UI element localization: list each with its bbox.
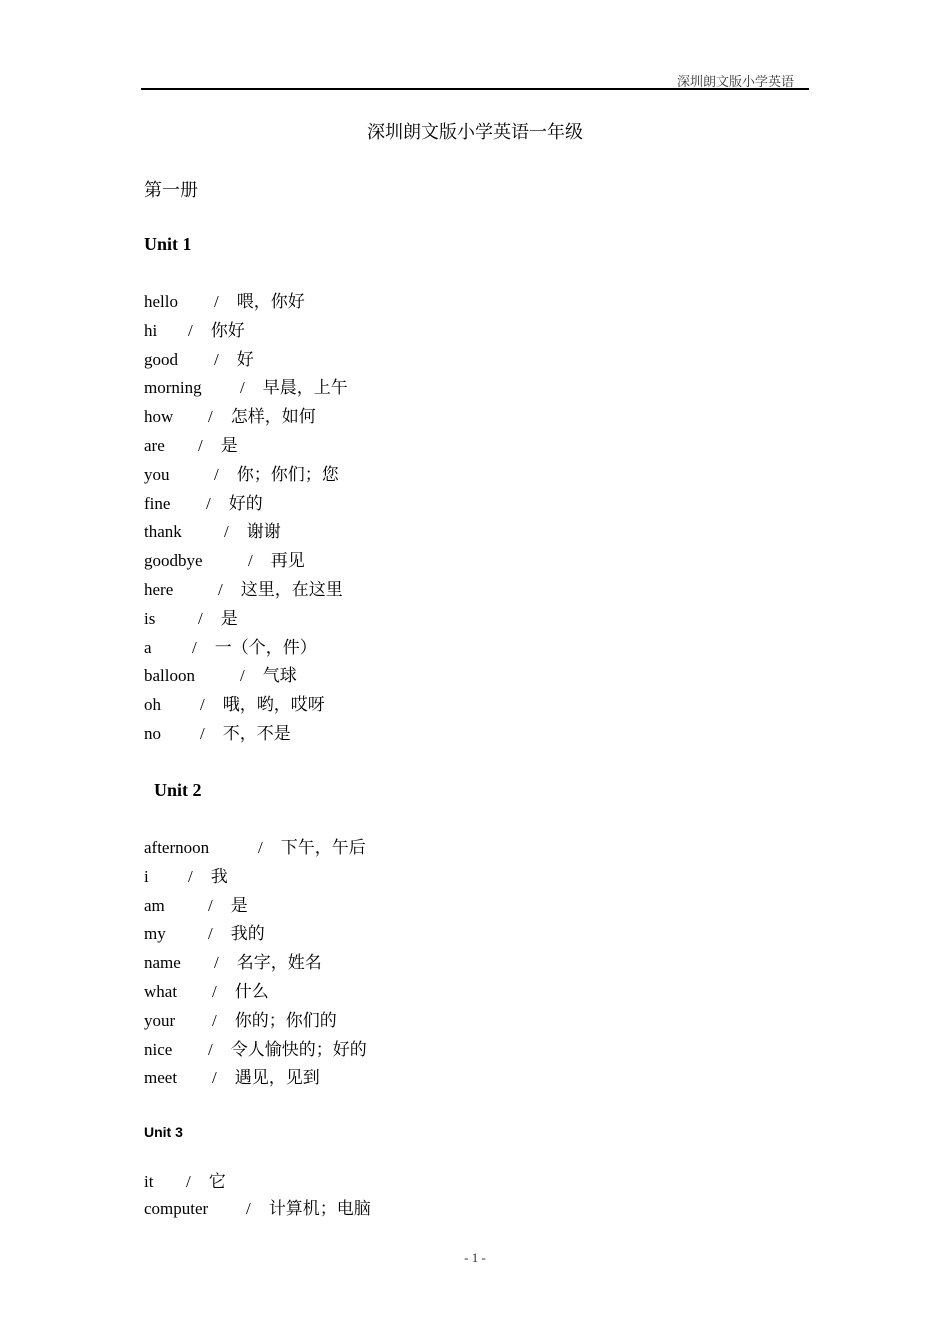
chinese-meaning: 怎样，如何 — [230, 407, 316, 427]
vocab-row — [144, 490, 348, 519]
chinese-meaning: 气球 — [262, 666, 297, 686]
chinese-meaning: 它 — [208, 1172, 226, 1191]
vocab-row — [144, 892, 367, 921]
page-number: - 1 - — [464, 1250, 486, 1265]
vocab-row — [144, 720, 348, 749]
chinese-meaning: 名字，姓名 — [236, 953, 322, 973]
vocab-row — [144, 920, 367, 949]
vocab-row — [144, 346, 348, 375]
separator-slash: / — [200, 695, 205, 715]
chinese-meaning: 早晨，上午 — [262, 378, 348, 398]
chinese-meaning: 你；你们；您 — [236, 464, 339, 484]
document-title: 深圳朗文版小学英语一年级 — [367, 122, 583, 142]
separator-slash: / — [246, 1198, 251, 1218]
separator-slash: / — [218, 579, 223, 599]
unit-1-word-list — [144, 288, 348, 749]
english-word: computer — [144, 1198, 209, 1218]
header-rule — [141, 88, 809, 90]
separator-slash: / — [208, 1039, 213, 1059]
separator-slash: / — [240, 378, 245, 398]
separator-slash: / — [240, 666, 245, 686]
vocab-row — [144, 1168, 371, 1197]
separator-slash: / — [212, 1010, 217, 1030]
chinese-meaning: 你好 — [210, 320, 245, 340]
separator-slash: / — [214, 464, 219, 484]
vocab-row — [144, 1197, 371, 1226]
separator-slash: / — [186, 1172, 191, 1191]
separator-slash: / — [214, 292, 219, 311]
vocab-row — [144, 317, 348, 346]
vocab-row — [144, 518, 348, 547]
vocab-row — [144, 949, 367, 978]
vocab-row — [144, 288, 348, 317]
unit-1-heading: Unit 1 — [144, 234, 192, 254]
separator-slash: / — [192, 637, 197, 657]
vocab-row — [144, 432, 348, 461]
vocab-row — [144, 691, 348, 720]
chinese-meaning: 我 — [210, 866, 228, 886]
vocab-row — [144, 1064, 367, 1093]
separator-slash: / — [208, 407, 213, 427]
vocab-row — [144, 374, 348, 403]
chinese-meaning: 什么 — [234, 981, 269, 1001]
english-word: morning — [144, 378, 202, 398]
english-word: it — [144, 1172, 154, 1191]
chinese-meaning: 不，不是 — [222, 723, 291, 743]
vocab-row — [144, 403, 348, 432]
english-word: what — [144, 981, 178, 1001]
chinese-meaning: 是 — [220, 608, 238, 628]
english-word: oh — [144, 695, 161, 715]
separator-slash: / — [198, 435, 203, 455]
english-word: meet — [144, 1068, 178, 1088]
chinese-meaning: 哦，哟，哎呀 — [222, 695, 325, 715]
english-word: i — [144, 866, 149, 886]
separator-slash: / — [188, 320, 193, 340]
english-word: how — [144, 407, 174, 427]
separator-slash: / — [214, 953, 219, 973]
chinese-meaning: 我的 — [230, 924, 265, 944]
separator-slash: / — [208, 924, 213, 944]
unit-3-word-list — [144, 1168, 371, 1226]
english-word: your — [144, 1010, 176, 1030]
separator-slash: / — [198, 608, 203, 628]
vocab-row — [144, 605, 348, 634]
chinese-meaning: 遇见，见到 — [234, 1068, 320, 1088]
vocab-row — [144, 1007, 367, 1036]
english-word: you — [144, 464, 170, 484]
separator-slash: / — [212, 981, 217, 1001]
separator-slash: / — [248, 551, 253, 571]
separator-slash: / — [214, 349, 219, 369]
separator-slash: / — [258, 838, 263, 857]
vocab-row — [144, 634, 348, 663]
english-word: hi — [144, 320, 158, 340]
english-word: my — [144, 924, 166, 944]
vocab-row — [144, 978, 367, 1007]
vocab-row — [144, 461, 348, 490]
vocab-row — [144, 863, 367, 892]
vocab-row — [144, 662, 348, 691]
english-word: am — [144, 895, 165, 915]
chinese-meaning: 谢谢 — [246, 522, 281, 542]
english-word: fine — [144, 493, 171, 513]
chinese-meaning: 令人愉快的；好的 — [230, 1039, 367, 1059]
chinese-meaning: 是 — [230, 895, 248, 915]
separator-slash: / — [200, 723, 205, 743]
english-word: good — [144, 349, 178, 369]
chinese-meaning: 是 — [220, 435, 238, 455]
separator-slash: / — [224, 522, 229, 542]
english-word: name — [144, 953, 181, 973]
chinese-meaning: 一（个，件） — [214, 637, 317, 657]
chinese-meaning: 你的；你们的 — [234, 1010, 337, 1030]
separator-slash: / — [208, 895, 213, 915]
english-word: here — [144, 579, 174, 599]
vocab-row — [144, 834, 367, 863]
english-word: no — [144, 723, 161, 743]
chinese-meaning: 好的 — [228, 493, 263, 513]
unit-2-heading: Unit 2 — [154, 780, 202, 800]
english-word: a — [144, 637, 152, 657]
english-word: thank — [144, 522, 182, 542]
english-word: are — [144, 435, 165, 455]
vocab-row — [144, 1036, 367, 1065]
chinese-meaning: 好 — [236, 349, 254, 369]
separator-slash: / — [206, 493, 211, 513]
separator-slash: / — [212, 1068, 217, 1088]
chinese-meaning: 这里，在这里 — [240, 579, 343, 599]
chinese-meaning: 下午，午后 — [280, 838, 366, 857]
vocab-row — [144, 576, 348, 605]
unit-3-heading: Unit 3 — [144, 1124, 183, 1140]
running-header: 深圳朗文版小学英语 — [676, 74, 794, 89]
english-word: afternoon — [144, 838, 210, 857]
english-word: is — [144, 608, 156, 628]
chinese-meaning: 再见 — [270, 551, 305, 571]
unit-2-word-list — [144, 834, 367, 1093]
chinese-meaning: 计算机；电脑 — [268, 1198, 371, 1218]
vocab-row — [144, 547, 348, 576]
volume-label: 第一册 — [144, 180, 198, 200]
separator-slash: / — [188, 866, 193, 886]
english-word: balloon — [144, 666, 195, 686]
english-word: nice — [144, 1039, 173, 1059]
english-word: hello — [144, 292, 178, 311]
english-word: goodbye — [144, 551, 203, 571]
chinese-meaning: 喂，你好 — [236, 292, 305, 311]
